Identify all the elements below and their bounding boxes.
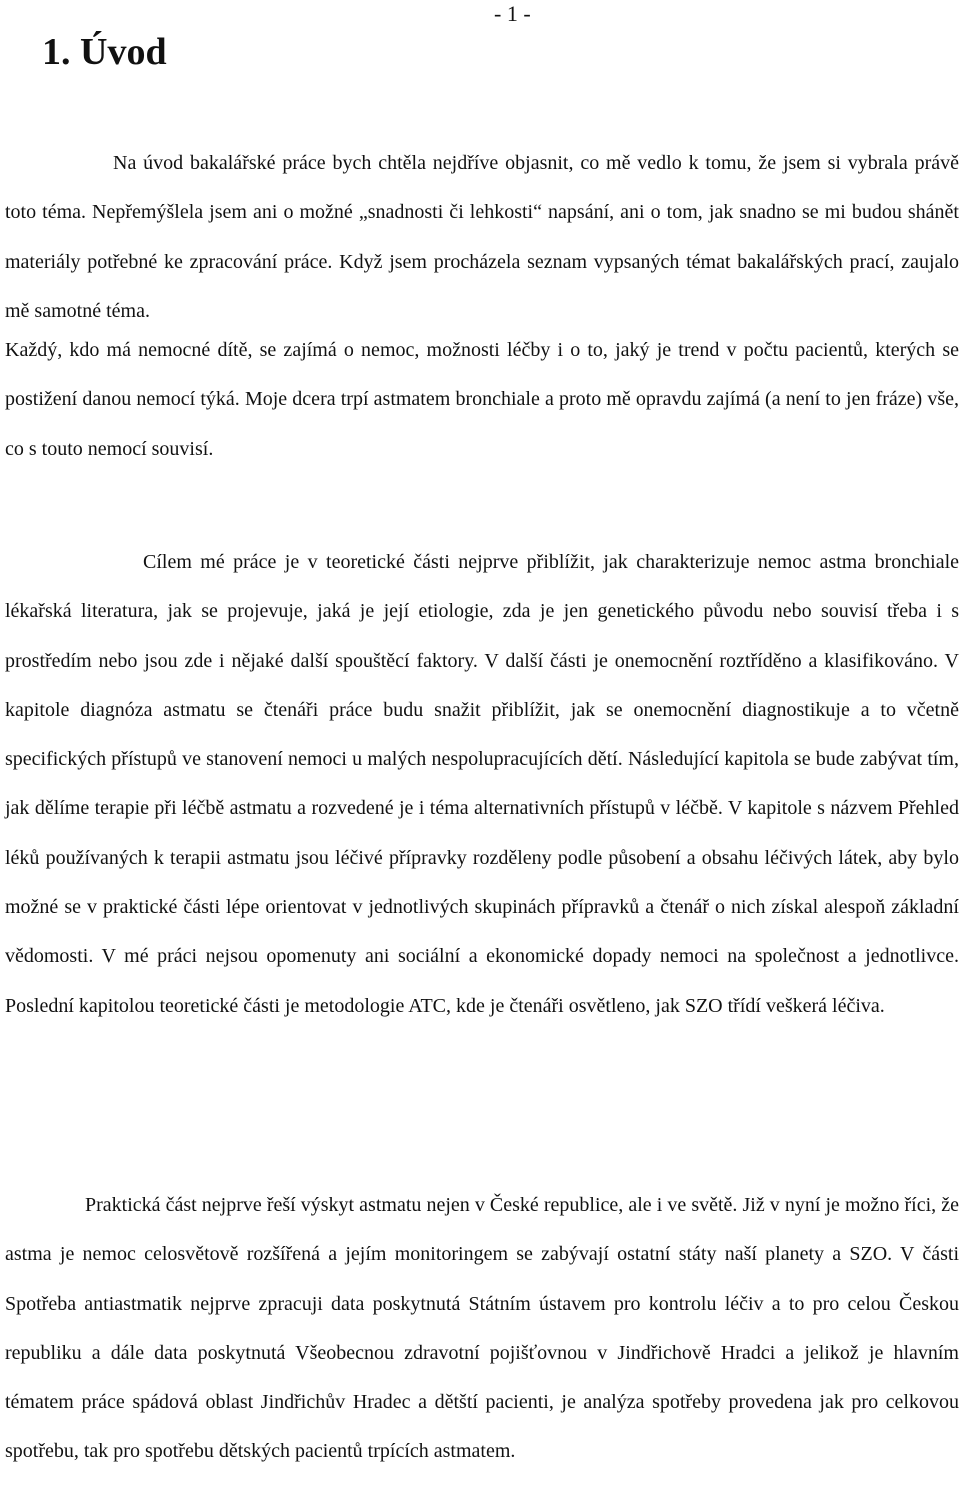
paragraph-text: Každý, kdo má nemocné dítě, se zajímá o nemoc, možnosti léčby i o to, jaký je trend v počtu pacientů, kterých se postižení danou nemocí týká. Moje dcera trpí astmatem bronchiale a proto mě opravdu zajímá (a není to jen fráze) vše, co s touto nemocí souvisí.: [5, 339, 959, 460]
paragraph-intro: [5, 139, 959, 336]
paragraph-practical: [5, 1181, 959, 1477]
page-number: - 1 -: [494, 1, 531, 26]
chapter-heading: 1. Úvod: [42, 31, 167, 73]
paragraph-text: Praktická část nejprve řeší výskyt astmatu nejen v České republice, ale i ve světě. Již v nyní je možno říci, že astma je nemoc celosvětově rozšířená a jejím monitoringem se zabývají ostatní státy naší planety a SZO. V části Spotřeba antiastmatik nejprve zpracuji data poskytnutá Státním ústavem pro kontrolu léčiv a to pro celou Českou republiku a dále data poskytnutá Všeobecnou zdravotní pojišťovnou v Jindřichově Hradci a jelikož je hlavním tématem práce spádová oblast Jindřichův Hradec a dětští pacienti, je analýza spotřeby provedena jak pro celkovou spotřebu, tak pro spotřebu dětských pacientů trpících astmatem.: [5, 1194, 959, 1463]
paragraph-goals: [5, 538, 959, 1031]
paragraph-motivation: [5, 326, 959, 474]
paragraph-text: Na úvod bakalářské práce bych chtěla nejdříve objasnit, co mě vedlo k tomu, že jsem si vybrala právě toto téma. Nepřemýšlela jsem ani o možné „snadnosti či lehkosti“ napsání, ani o tom, jak snadno se mi budou shánět materiály potřebné ke zpracování práce. Když jsem procházela seznam vypsaných témat bakalářských prací, zaujalo mě samotné téma.: [5, 152, 959, 322]
paragraph-text: Cílem mé práce je v teoretické části nejprve přiblížit, jak charakterizuje nemoc astma bronchiale lékařská literatura, jak se projevuje, jaká je její etiologie, zda je jen genetického původu nebo souvisí třeba i s prostředím nebo jsou zde i nějaké další spouštěcí faktory. V další části je onemocnění roztříděno a klasifikováno. V kapitole diagnóza astmatu se čtenáři práce budu snažit přiblížit, jak se onemocnění diagnostikuje a to včetně specifických přístupů ve stanovení nemoci u malých nespolupracujících dětí. Následující kapitola se bude zabývat tím, jak dělíme terapie při léčbě astmatu a rozvedené je i téma alternativních přístupů v léčbě. V kapitole s názvem Přehled léků používaných k terapii astmatu jsou léčivé přípravky rozděleny podle působení a obsahu léčivých látek, aby bylo možné se v praktické části lépe orientovat v jednotlivých skupinách přípravků a čtenář o nich získal alespoň základní vědomosti. V mé práci nejsou opomenuty ani sociální a ekonomické dopady nemoci na společnost a jednotlivce. Poslední kapitolou teoretické části je metodologie ATC, kde je čtenáři osvětleno, jak SZO třídí veškerá léčiva.: [5, 551, 959, 1017]
